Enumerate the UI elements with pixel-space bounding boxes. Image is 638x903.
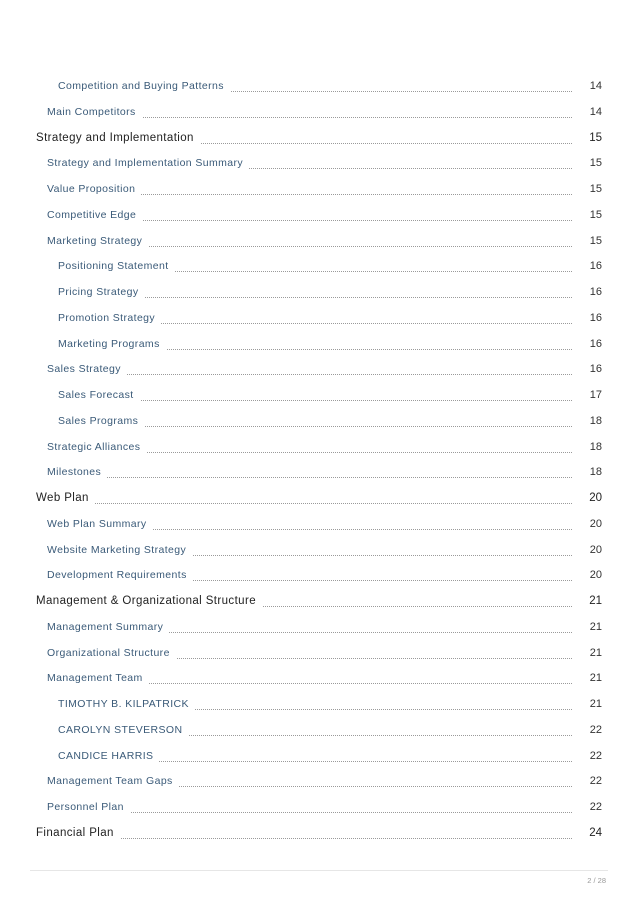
toc-entry-page: 16 (572, 312, 602, 324)
toc-entry[interactable] (0, 209, 638, 225)
toc-entry[interactable] (0, 647, 638, 663)
toc-leader-dots (47, 374, 584, 375)
toc-entry-page: 15 (572, 132, 602, 144)
toc-entry-page: 18 (572, 466, 602, 478)
toc-entry-page: 17 (572, 389, 602, 401)
toc-entry[interactable] (0, 286, 638, 302)
toc-entry-page: 15 (572, 183, 602, 195)
toc-entry-label[interactable]: Pricing Strategy (58, 286, 145, 298)
toc-entry-label[interactable]: Marketing Programs (58, 338, 166, 350)
toc-entry[interactable] (0, 235, 638, 251)
toc-entry-label[interactable]: Personnel Plan (47, 801, 130, 813)
toc-entry[interactable] (0, 363, 638, 379)
toc-entry[interactable] (0, 750, 638, 766)
toc-entry-label[interactable]: Financial Plan (36, 827, 120, 839)
toc-entry[interactable] (0, 312, 638, 328)
toc-entry[interactable] (0, 492, 638, 508)
toc-entry[interactable] (0, 672, 638, 688)
toc-entry-label[interactable]: CANDICE HARRIS (58, 750, 159, 762)
toc-entry-label[interactable]: Web Plan (36, 492, 95, 504)
toc-leader-dots (36, 503, 584, 504)
toc-entry[interactable] (0, 132, 638, 148)
toc-entry-label[interactable]: Milestones (47, 466, 107, 478)
toc-entry-page: 20 (572, 544, 602, 556)
toc-entry-label[interactable]: Management Team (47, 672, 149, 684)
toc-entry[interactable] (0, 157, 638, 173)
toc-entry-label[interactable]: Management & Organizational Structure (36, 595, 262, 607)
toc-entry[interactable] (0, 441, 638, 457)
toc-entry[interactable] (0, 415, 638, 431)
toc-entry-label[interactable]: TIMOTHY B. KILPATRICK (58, 698, 195, 710)
toc-entry-label[interactable]: Organizational Structure (47, 647, 176, 659)
toc-entry[interactable] (0, 466, 638, 482)
toc-entry-label[interactable]: Sales Forecast (58, 389, 140, 401)
toc-entry[interactable] (0, 569, 638, 585)
footer-divider (30, 870, 608, 871)
toc-entry-label[interactable]: Management Team Gaps (47, 775, 179, 787)
toc-entry-page: 22 (572, 801, 602, 813)
toc-entry[interactable] (0, 106, 638, 122)
toc-entry[interactable] (0, 595, 638, 611)
toc-entry-page: 21 (572, 595, 602, 607)
toc-entry-page: 18 (572, 415, 602, 427)
toc-entry-label[interactable]: Strategy and Implementation Summary (47, 157, 249, 169)
toc-entry-page: 15 (572, 209, 602, 221)
toc-entry-page: 24 (572, 827, 602, 839)
toc-entry-label[interactable]: Web Plan Summary (47, 518, 153, 530)
toc-entry-page: 14 (572, 80, 602, 92)
toc-entry-page: 21 (572, 621, 602, 633)
toc-entry-page: 16 (572, 260, 602, 272)
toc-entry[interactable] (0, 801, 638, 817)
toc-entry-page: 14 (572, 106, 602, 118)
toc-entry-page: 16 (572, 286, 602, 298)
toc-entry-page: 21 (572, 647, 602, 659)
toc-entry[interactable] (0, 724, 638, 740)
toc-entry-page: 22 (572, 724, 602, 736)
toc-entry-page: 18 (572, 441, 602, 453)
toc-entry-label[interactable]: Competition and Buying Patterns (58, 80, 230, 92)
toc-leader-dots (47, 477, 584, 478)
toc-entry-page: 15 (572, 235, 602, 247)
toc-entry[interactable] (0, 389, 638, 405)
toc-entry-page: 22 (572, 775, 602, 787)
toc-entry[interactable] (0, 827, 638, 843)
toc-entry-page: 20 (572, 518, 602, 530)
toc-entry-page: 15 (572, 157, 602, 169)
toc-entry-label[interactable]: Development Requirements (47, 569, 193, 581)
toc-entry-label[interactable]: Strategic Alliances (47, 441, 146, 453)
toc-entry-label[interactable]: Management Summary (47, 621, 169, 633)
toc-entry-label[interactable]: Sales Programs (58, 415, 144, 427)
toc-entry-label[interactable]: Strategy and Implementation (36, 132, 200, 144)
toc-entry[interactable] (0, 338, 638, 354)
toc-entry-page: 16 (572, 363, 602, 375)
toc-entry[interactable] (0, 621, 638, 637)
toc-entry-label[interactable]: Positioning Statement (58, 260, 175, 272)
toc-entry[interactable] (0, 183, 638, 199)
toc-entry-label[interactable]: CAROLYN STEVERSON (58, 724, 188, 736)
toc-entry-label[interactable]: Sales Strategy (47, 363, 127, 375)
toc-entry-label[interactable]: Competitive Edge (47, 209, 142, 221)
toc-entry[interactable] (0, 260, 638, 276)
toc-entry-page: 16 (572, 338, 602, 350)
toc-entry-label[interactable]: Website Marketing Strategy (47, 544, 192, 556)
toc-entry[interactable] (0, 544, 638, 560)
toc-entry-label[interactable]: Marketing Strategy (47, 235, 148, 247)
toc-entry[interactable] (0, 698, 638, 714)
toc-entry-page: 20 (572, 492, 602, 504)
toc-entry-page: 20 (572, 569, 602, 581)
toc-entry[interactable] (0, 80, 638, 96)
toc-entry-label[interactable]: Promotion Strategy (58, 312, 161, 324)
toc-entry[interactable] (0, 775, 638, 791)
toc-entry[interactable] (0, 518, 638, 534)
toc-entry-page: 22 (572, 750, 602, 762)
toc-entry-page: 21 (572, 672, 602, 684)
toc-entry-page: 21 (572, 698, 602, 710)
page-number: 2 / 28 (587, 876, 606, 885)
toc-entry-label[interactable]: Main Competitors (47, 106, 142, 118)
toc-entry-label[interactable]: Value Proposition (47, 183, 141, 195)
